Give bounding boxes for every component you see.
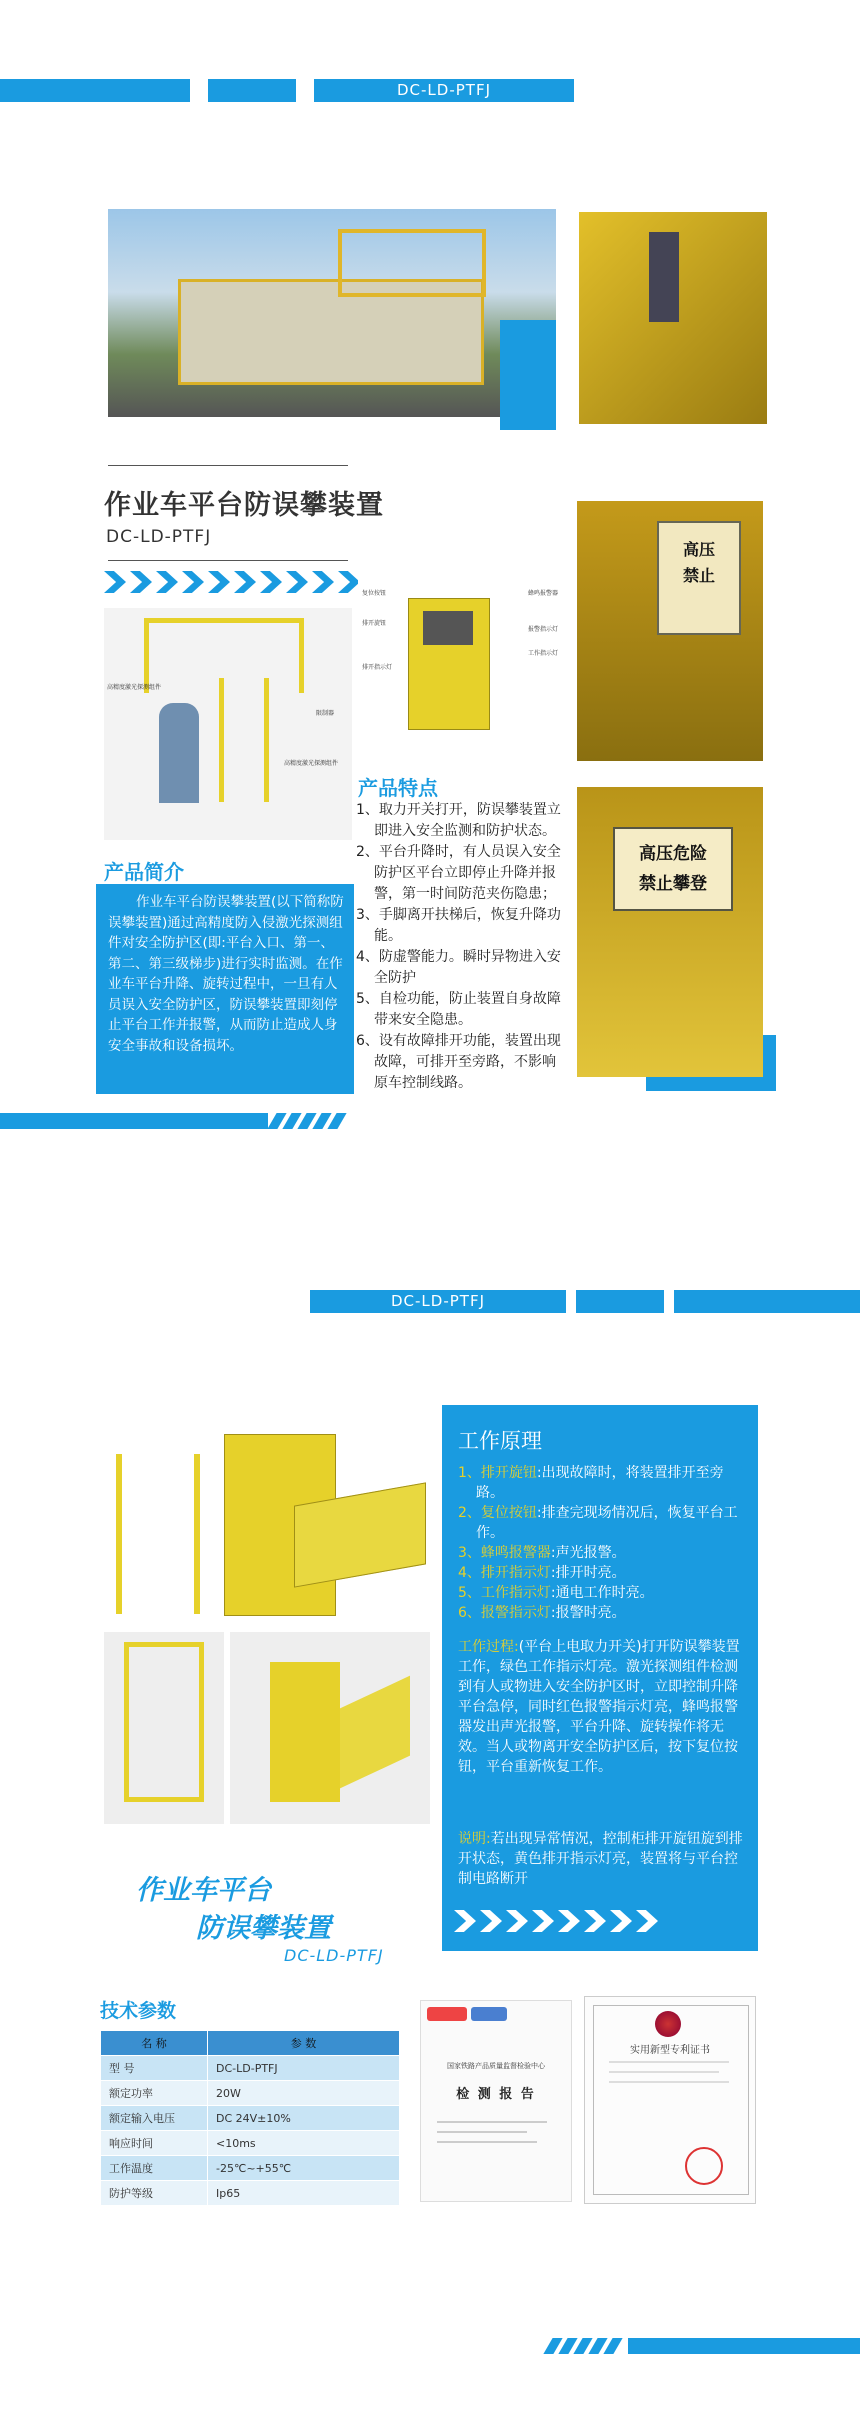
bottom-bar-1 xyxy=(0,1113,268,1129)
report-center: 国家铁路产品质量监督检验中心 xyxy=(447,2062,545,2070)
box-render xyxy=(230,1632,430,1824)
principle-text: :通电工作时亮。 xyxy=(550,1585,654,1601)
section2-bar-code xyxy=(310,1290,566,1313)
spec-heading: 技术参数 xyxy=(100,2000,177,2022)
table-row xyxy=(101,2106,400,2131)
note-paragraph xyxy=(458,1829,748,1889)
product-code-top: DC-LD-PTFJ xyxy=(396,81,492,99)
render-post-left xyxy=(116,1454,122,1614)
principle-item xyxy=(458,1583,748,1603)
section2-title-line2: 防误攀装置 xyxy=(196,1913,331,1944)
label-brake: 限制器 xyxy=(316,710,335,717)
product-code-section2: DC-LD-PTFJ xyxy=(390,1292,486,1310)
spec-name: 型 号 xyxy=(101,2056,208,2081)
control-box-diagram xyxy=(358,578,570,768)
principle-key: 2、复位按钮 xyxy=(458,1505,537,1521)
spec-value: DC-LD-PTFJ xyxy=(208,2056,400,2081)
control-box-body xyxy=(408,598,490,730)
label-alarm-light: 报警指示灯 xyxy=(528,626,559,633)
principle-text: :出现故障时，将装置排开至旁路。 xyxy=(476,1465,724,1501)
principle-text: :排查完现场情况后，恢复平台工作。 xyxy=(476,1505,738,1541)
principle-box xyxy=(442,1405,758,1951)
feature-item: 3、手脚离开扶梯后，恢复升降功能。 xyxy=(356,907,561,944)
title-rule-bottom xyxy=(108,560,348,561)
table-row xyxy=(101,2181,400,2206)
feature-item: 2、平台升降时，有人员误入安全防护区平台立即停止升降并报警，第一时间防范夹伤隐患； xyxy=(356,844,561,902)
feature-item: 5、自检功能，防止装置自身故障带来安全隐患。 xyxy=(356,991,561,1028)
principle-text: :排开时亮。 xyxy=(550,1565,626,1581)
warning-sign-bottom xyxy=(613,827,733,911)
ladder-render-frame xyxy=(124,1642,204,1802)
principle-chevrons xyxy=(454,1910,658,1932)
bottom-stripes-2 xyxy=(548,2338,623,2354)
report-line xyxy=(437,2131,527,2133)
patent-emblem-icon xyxy=(655,2011,681,2037)
chevron-row xyxy=(104,571,360,593)
ladder-diagram xyxy=(104,608,352,804)
spec-header-row xyxy=(101,2031,400,2056)
cert-line xyxy=(609,2061,729,2063)
bottom-bar-2 xyxy=(628,2338,860,2354)
spec-value: Ip65 xyxy=(208,2181,400,2206)
spec-value: -25℃~+55℃ xyxy=(208,2156,400,2181)
section2-bar-2 xyxy=(576,1290,664,1313)
top-bar-2 xyxy=(208,79,296,102)
feature-item: 4、防虚警能力。瞬时异物进入安全防护 xyxy=(356,949,561,986)
section2-bar-3 xyxy=(674,1290,860,1313)
label-bypass-light: 排开指示灯 xyxy=(362,664,393,671)
page-subtitle: DC-LD-PTFJ xyxy=(106,527,212,547)
feature-item: 6、设有故障排开功能，装置出现故障，可排开至旁路，不影响原车控制线路。 xyxy=(356,1033,561,1091)
spec-name: 工作温度 xyxy=(101,2156,208,2181)
sign-photo xyxy=(577,787,763,1077)
ladder-render xyxy=(104,1632,224,1824)
process-key: 工作过程: xyxy=(458,1639,519,1655)
table-row xyxy=(101,2056,400,2081)
principle-item xyxy=(458,1563,748,1583)
features-heading: 产品特点 xyxy=(358,776,438,800)
principle-item xyxy=(458,1603,748,1623)
label-sensor-top: 高精度激光探测组件 xyxy=(107,684,162,691)
features-list xyxy=(356,800,568,1094)
process-paragraph xyxy=(458,1637,748,1777)
table-row xyxy=(101,2131,400,2156)
spec-name: 响应时间 xyxy=(101,2131,208,2156)
ladder-photo xyxy=(577,501,763,761)
note-key: 说明: xyxy=(458,1831,491,1847)
intro-heading: 产品简介 xyxy=(104,860,184,884)
process-text: (平台上电取力开关)打开防误攀装置工作，绿色工作指示灯亮。激光探测组件检测到有人或物进入安全防护区时，立即控制升降平台急停，同时红色报警指示灯亮，蜂鸣报警器发出声光报警，平台升降、旋转操作将无效。当人或物离开安全防护区后，按下复位按钮，平台重新恢复工作。 xyxy=(458,1639,740,1775)
principle-key: 3、蜂鸣报警器 xyxy=(458,1545,551,1561)
cert-line xyxy=(609,2081,729,2083)
feature-item: 1、取力开关打开，防误攀装置立即进入安全监测和防护状态。 xyxy=(356,802,561,839)
spec-name: 额定功率 xyxy=(101,2081,208,2106)
principle-heading: 工作原理 xyxy=(458,1429,542,1453)
principle-text: :声光报警。 xyxy=(550,1545,626,1561)
bottom-stripes-1 xyxy=(272,1113,347,1129)
spec-value: <10ms xyxy=(208,2131,400,2156)
box-render-body xyxy=(270,1662,340,1802)
principle-key: 5、工作指示灯 xyxy=(458,1585,551,1601)
note-text: 若出现异常情况，控制柜排开旋钮旋到排开状态，黄色排开指示灯亮，装置将与平台控制电路断开 xyxy=(458,1831,743,1887)
report-line xyxy=(437,2121,547,2123)
table-row xyxy=(101,2156,400,2181)
title-rule-top xyxy=(108,465,348,466)
render-post-right xyxy=(194,1454,200,1614)
principle-list xyxy=(458,1463,748,1623)
principle-text: :报警时亮。 xyxy=(550,1605,626,1621)
photo-frame-accent xyxy=(500,320,556,430)
label-bypass-knob: 排开旋钮 xyxy=(362,620,387,627)
patent-certificate xyxy=(584,1996,756,2204)
principle-item xyxy=(458,1503,748,1543)
label-work-light: 工作指示灯 xyxy=(528,650,559,657)
principle-item xyxy=(458,1463,748,1503)
spec-value: DC 24V±10% xyxy=(208,2106,400,2131)
principle-key: 6、报警指示灯 xyxy=(458,1605,551,1621)
top-bar-1 xyxy=(0,79,190,102)
principle-key: 1、排开旋钮 xyxy=(458,1465,537,1481)
principle-item xyxy=(458,1543,748,1563)
label-reset: 复位按钮 xyxy=(362,590,387,597)
spec-header-cell: 名 称 xyxy=(101,2031,208,2056)
worker-figure xyxy=(649,232,679,322)
label-sensor-bottom: 高精度激光探测组件 xyxy=(284,760,339,767)
train-platform xyxy=(338,229,486,297)
box-render-door xyxy=(340,1676,410,1789)
spec-name: 防护等级 xyxy=(101,2181,208,2206)
diagram-ladder xyxy=(219,678,269,802)
section2-title-line1: 作业车平台 xyxy=(136,1875,271,1906)
page-title: 作业车平台防误攀装置 xyxy=(104,490,384,521)
control-panel xyxy=(423,611,473,645)
spec-table xyxy=(100,2030,400,2206)
cert-line xyxy=(609,2071,719,2073)
test-report-document xyxy=(420,2000,572,2202)
principle-key: 4、排开指示灯 xyxy=(458,1565,551,1581)
worker-photo xyxy=(579,212,767,424)
diagram-person xyxy=(159,703,199,803)
top-bar-code xyxy=(314,79,574,102)
report-title: 检 测 报 告 xyxy=(456,2087,536,2102)
spec-value: 20W xyxy=(208,2081,400,2106)
warning-sign-bottom-text: 高压危险 禁止攀登 xyxy=(639,844,707,894)
label-buzzer: 蜂鸣报警器 xyxy=(528,590,559,597)
spec-header-cell: 参 数 xyxy=(208,2031,400,2056)
cma-logo-icon xyxy=(427,2007,467,2021)
system-render xyxy=(104,1414,430,1620)
warning-sign-top-text: 高压 禁止 xyxy=(682,540,715,585)
intro-text: 作业车平台防误攀装置(以下简称防误攀装置)通过高精度防入侵激光探测组件对安全防护区(即:平台入口、第一、第二、第三级梯步)进行实时监测。在作业车平台升降、旋转过程中，一旦有人员误入安全防护区，防误攀装置即刻停止平台工作并报警，从而防止造成人身安全事故和设备损坏。 xyxy=(108,894,344,1054)
table-row xyxy=(101,2081,400,2106)
report-line xyxy=(437,2141,537,2143)
cert-title: 实用新型专利证书 xyxy=(630,2045,710,2056)
warning-sign-top xyxy=(657,521,741,635)
spec-name: 额定输入电压 xyxy=(101,2106,208,2131)
cnas-logo-icon xyxy=(471,2007,507,2021)
ladder-diagram-lower xyxy=(104,804,352,840)
official-seal-icon xyxy=(685,2147,723,2185)
intro-box xyxy=(96,884,354,1094)
section2-title-code: DC-LD-PTFJ xyxy=(284,1946,384,1965)
train-photo xyxy=(108,209,556,417)
